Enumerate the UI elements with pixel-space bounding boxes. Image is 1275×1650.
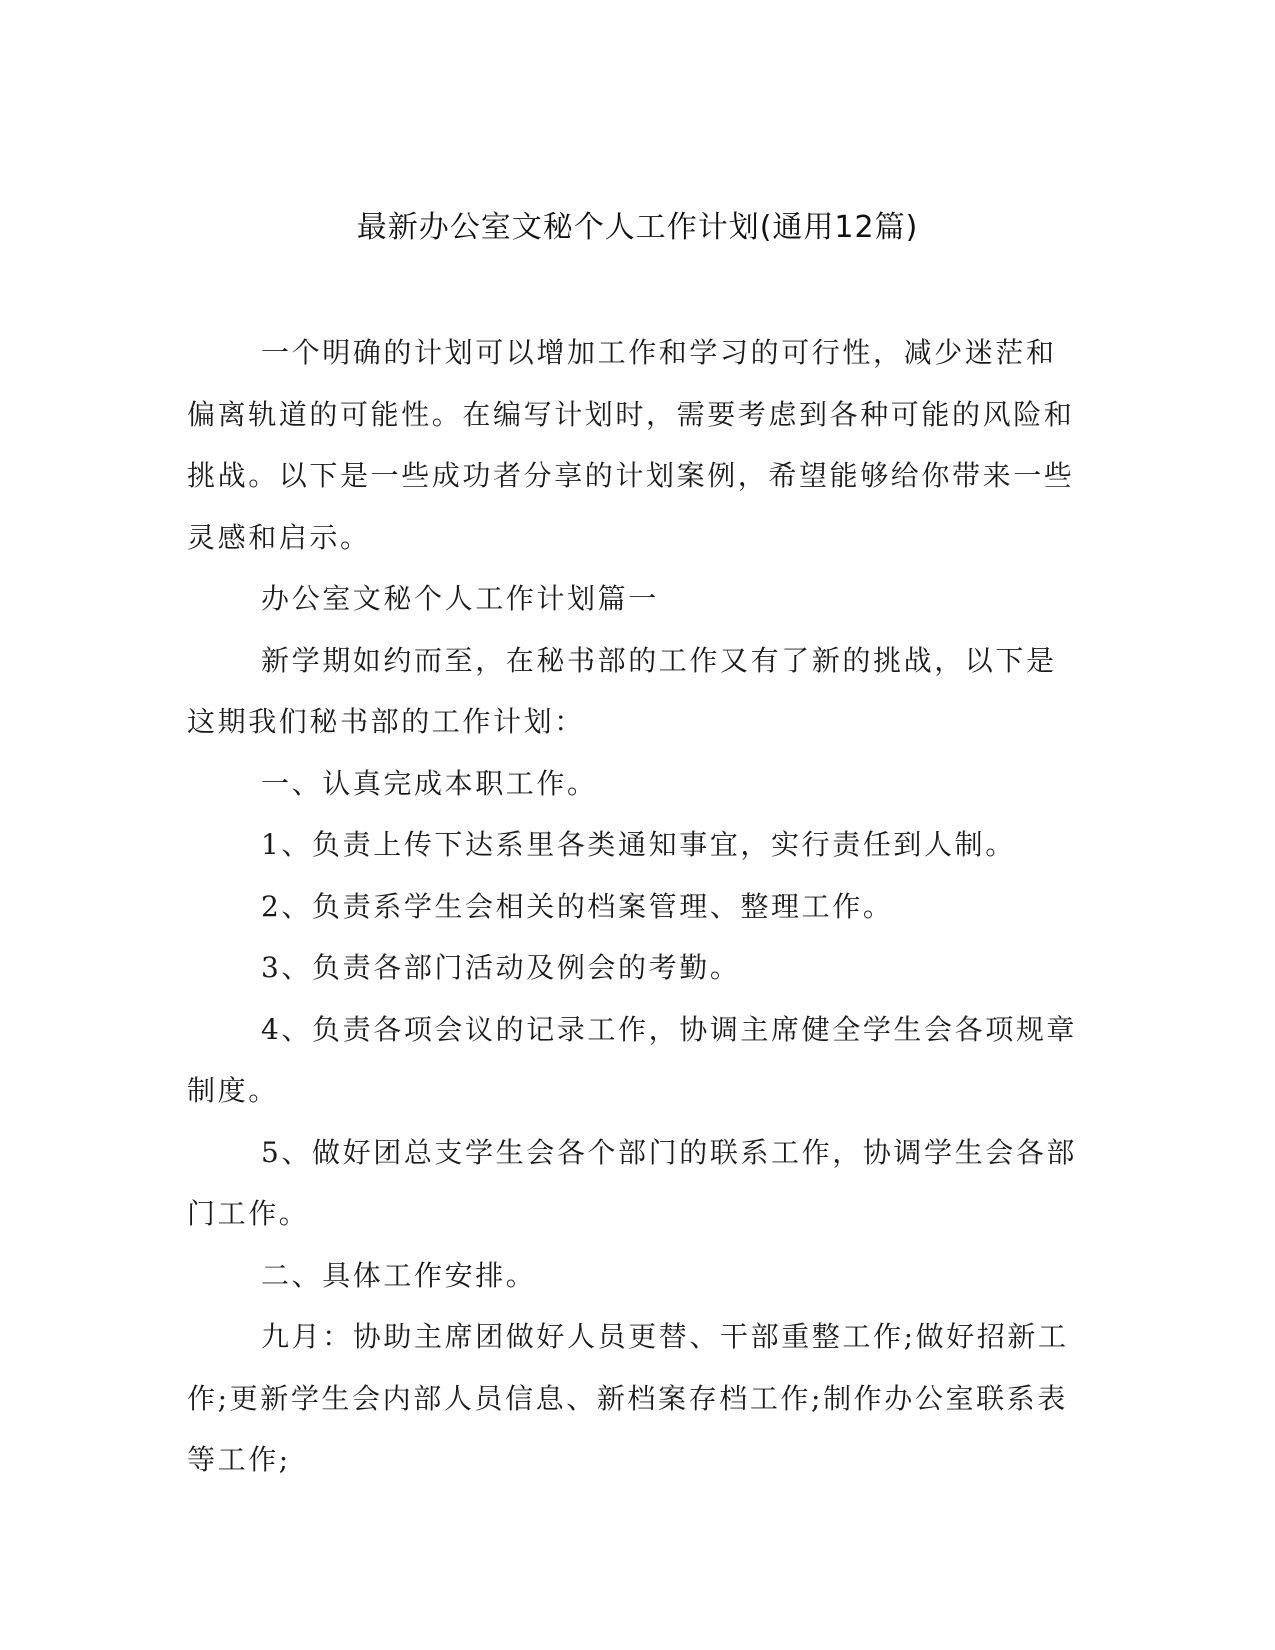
document-title: 最新办公室文秘个人工作计划(通用12篇) [356, 210, 919, 245]
body-paragraph: 九月：协助主席团做好人员更替、干部重整工作;做好招新工作;更新学生会内部人员信息、新档案存档工作;制作办公室联系表等工作; [187, 1320, 1069, 1476]
list-item: 4、负责各项会议的记录工作，协调主席健全学生会各项规章制度。 [187, 1012, 1078, 1107]
section-heading: 办公室文秘个人工作计划篇一 [261, 582, 659, 615]
list-item: 2、负责系学生会相关的档案管理、整理工作。 [261, 889, 894, 923]
body-paragraph: 新学期如约而至，在秘书部的工作又有了新的挑战，以下是这期我们秘书部的工作计划： [187, 643, 1057, 738]
list-item: 1、负责上传下达系里各类通知事宜，实行责任到人制。 [261, 828, 1016, 861]
subsection-heading: 一、认真完成本职工作。 [261, 766, 598, 800]
list-item: 5、做好团总支学生会各个部门的联系工作，协调学生会各部门工作。 [187, 1135, 1078, 1230]
intro-paragraph: 一个明确的计划可以增加工作和学习的可行性，减少迷茫和偏离轨道的可能性。在编写计划时，需要考虑到各种可能的风险和挑战。以下是一些成功者分享的计划案例，希望能够给你带来一些灵感和启示。 [187, 336, 1075, 554]
list-item: 3、负责各部门活动及例会的考勤。 [261, 951, 741, 984]
subsection-heading: 二、具体工作安排。 [261, 1258, 537, 1292]
document-body [187, 322, 1087, 1491]
